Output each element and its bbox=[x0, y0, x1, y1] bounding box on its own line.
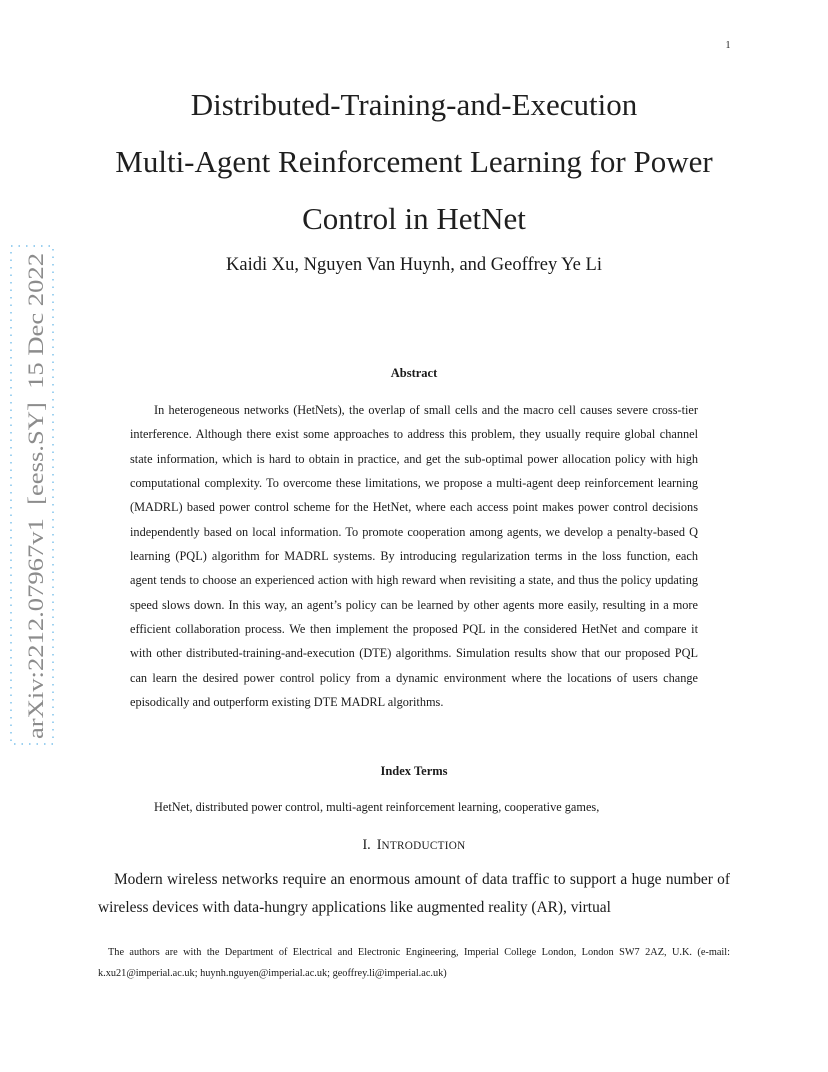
section-title-initial: I bbox=[376, 837, 382, 853]
abstract-body: In heterogeneous networks (HetNets), the overlap of small cells and the macro cell causes severe cross-tier interference. Although there exist some approaches to address this problem, they usually require global channel state information, which is hard to obtain in practice, and get the sub-optimal power allocation policy with high computational complexity. To overcome these limitations, we propose a multi-agent deep reinforcement learning (MADRL) based power control scheme for the HetNet, where each access point makes power control decisions independently based on local information. To promote cooperation among agents, we develop a penalty-based Q learning (PQL) algorithm for MADRL systems. By introducing regularization terms in the loss function, each agent tends to choose an experienced action with high reward when revisiting a state, and thus the policy updating speed slows down. In this way, an agent’s policy can be learned by other agents more easily, resulting in a more efficient collaboration process. We then implement the proposed PQL in the considered HetNet and compare it with other distributed-training-and-execution (DTE) algorithms. Simulation results show that our proposed PQL can learn the desired power control policy from a dynamic environment where the locations of users change episodically and outperform existing DTE MADRL algorithms. bbox=[130, 403, 698, 710]
page-number: 1 bbox=[725, 40, 731, 51]
index-terms-text: HetNet, distributed power control, multi-agent reinforcement learning, cooperative games, bbox=[154, 800, 600, 814]
introduction-paragraph: Modern wireless networks require an enormous amount of data traffic to support a huge number of wireless devices with data-hungry applications like augmented reality (AR), virtual bbox=[98, 871, 730, 916]
paper-title-line-3: Control in HetNet bbox=[302, 201, 526, 236]
author-list: Kaidi Xu, Nguyen Van Huynh, and Geoffrey Ye Li bbox=[226, 255, 602, 275]
paper-title-line-1: Distributed-Training-and-Execution bbox=[190, 87, 638, 122]
arxiv-stamp-text: arXiv:2212.07967v1 [eess.SY] 15 Dec 2022 bbox=[23, 327, 48, 739]
paper-title-line-2: Multi-Agent Reinforcement Learning for Power bbox=[115, 144, 713, 179]
arxiv-identifier-stamp[interactable] bbox=[10, 245, 54, 745]
section-title bbox=[377, 837, 466, 853]
abstract-heading: Abstract bbox=[390, 366, 438, 380]
section-title-rest: NTRODUCTION bbox=[381, 840, 466, 852]
index-terms-heading: Index Terms bbox=[380, 764, 448, 778]
section-number: I. bbox=[362, 837, 371, 853]
paper-title bbox=[60, 76, 768, 247]
section-heading-introduction bbox=[98, 837, 730, 854]
author-affiliation-footnote: The authors are with the Department of Electrical and Electronic Engineering, Imperial College London, London SW7 2AZ, U.K. (e-mail: k.xu21@imperial.ac.uk; huynh.nguyen@imperial.ac.uk; geoffrey.li@imperial.ac.uk) bbox=[98, 947, 730, 979]
